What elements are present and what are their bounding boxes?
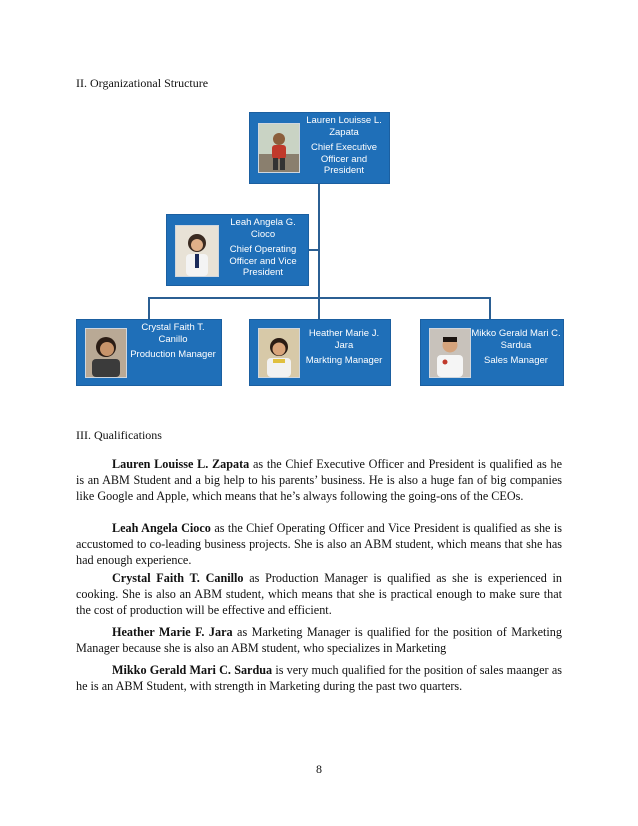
sales-name: Mikko Gerald Mari C. Sardua (471, 328, 561, 351)
marketing-photo (258, 328, 300, 378)
production-title: Production Manager (130, 349, 216, 360)
org-structure-heading: II. Organizational Structure (76, 76, 209, 90)
qualification-paragraph-marketing (76, 624, 562, 656)
production-name: Crystal Faith T. Canillo (141, 322, 205, 345)
marketing-title: Markting Manager (305, 355, 383, 366)
org-connector-prod (148, 297, 150, 321)
coo-title: Chief Operating Officer and Vice President (229, 244, 297, 278)
org-box-production (76, 319, 222, 386)
org-connector-sales (489, 297, 491, 321)
org-box-sales (420, 319, 564, 386)
qualification-name: Heather Marie F. Jara (112, 625, 233, 639)
qualification-paragraph-coo (76, 520, 562, 568)
org-chart (0, 0, 638, 400)
org-connector-horizontal (148, 297, 490, 299)
ceo-photo (258, 123, 300, 173)
production-photo (85, 328, 127, 378)
sales-photo (429, 328, 471, 378)
qualification-name: Leah Angela Cioco (112, 521, 211, 535)
org-box-coo (166, 214, 309, 286)
coo-photo (175, 225, 219, 277)
org-box-marketing (249, 319, 391, 386)
qualification-text: as Production Manager is qualified as she is experienced in cooking. She is also an ABM student, which means that she is practical enough to make sure that the cost of production will be effective and efficient. (76, 571, 562, 617)
coo-name: Leah Angela G. Cioco (230, 217, 296, 240)
sales-title: Sales Manager (484, 355, 548, 366)
qualification-text: is very much qualified for the position of sales maanger as he is an ABM Student, with strength in Marketing during the past two quarters. (76, 663, 562, 693)
qualification-name: Lauren Louisse L. Zapata (112, 457, 250, 471)
qualification-name: Mikko Gerald Mari C. Sardua (112, 663, 273, 677)
ceo-title: Chief Executive Officer and President (310, 142, 377, 176)
qualification-paragraph-production (76, 570, 562, 618)
page-number: 8 (316, 762, 322, 776)
org-connector-vertical (318, 182, 320, 323)
qualifications-heading: III. Qualifications (76, 428, 162, 442)
org-connector-coo (308, 249, 319, 251)
org-box-ceo (249, 112, 390, 184)
qualification-text: as the Chief Executive Officer and President is qualified as he is an ABM Student and a big help to his parents’ business. He is also a huge fan of big companies like Google and Apple, which means that he’s always following the going-ons of the CEOs. (76, 457, 562, 503)
qualification-text: as the Chief Operating Officer and Vice President is qualified as she is accustomed to co-leading business projects. She is also an ABM student, which means that she has had enough experience. (76, 521, 562, 567)
qualification-name: Crystal Faith T. Canillo (112, 571, 244, 585)
qualification-paragraph-sales (76, 662, 562, 694)
ceo-name: Lauren Louisse L. Zapata (306, 115, 382, 138)
qualification-text: as Marketing Manager is qualified for the position of Marketing Manager because she is also an ABM student, who specializes in Marketing (76, 625, 562, 655)
qualification-paragraph-ceo (76, 456, 562, 504)
marketing-name: Heather Marie J. Jara (308, 328, 380, 351)
